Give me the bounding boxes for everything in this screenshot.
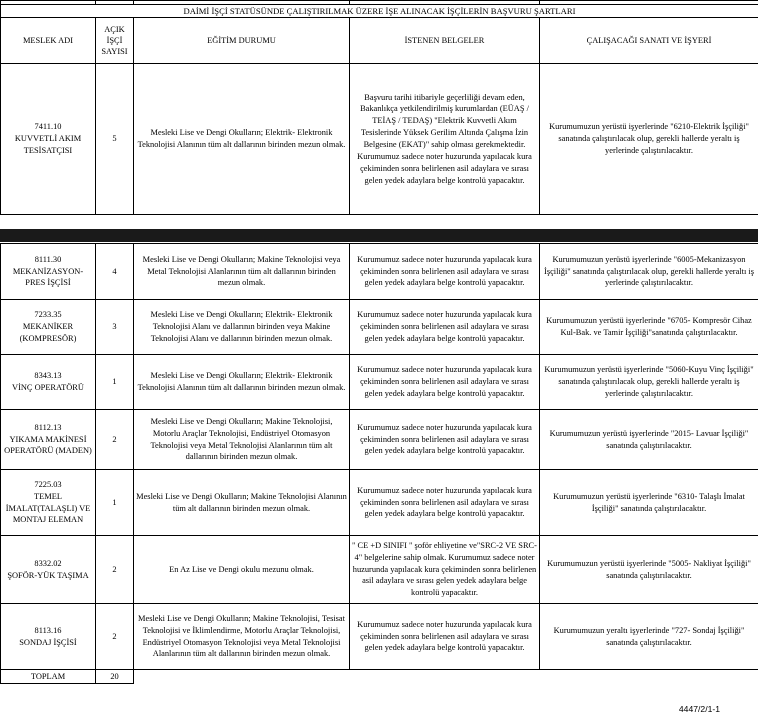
page-reference: 4447/2/1-1	[678, 704, 720, 714]
meslek-code: 8112.13	[34, 422, 62, 432]
egitim-cell: Mesleki Lise ve Dengi Okulların; Makine Teknolojisi Alanının tüm alt dallarının birinden mezun olmak.	[134, 470, 350, 536]
meslek-cell	[1, 64, 96, 215]
egitim-cell: Mesleki Lise ve Dengi Okulların; Elektrik- Elektronik Teknolojisi Alanının tüm alt dallarının birinden mezun olmak.	[134, 64, 350, 215]
sanat-cell: Kurumumuzun yerüstü işyerlerinde "6705- Kompresör Cihaz Kul-Bak. ve Tamir İşçiliği"sanatında çalıştırılacaktır.	[540, 300, 758, 355]
table-title: DAİMİ İŞÇİ STATÜSÜNDE ÇALIŞTIRILMAK ÜZERE İŞE ALINACAK İŞÇİLERİN BAŞVURU ŞARTLARI	[1, 5, 758, 18]
egitim-cell: Mesleki Lise ve Dengi Okulların; Elektrik- Elektronik Teknolojisi Alanı ve dallarının birinden veya Makine Teknolojisi Alanı ve dallarının birinden mezun olmak.	[134, 300, 350, 355]
egitim-cell: Mesleki Lise ve Dengi Okulların; Makine Teknolojisi veya Metal Teknolojisi Alanlarının tüm alt dallarının birinden mezun olmak.	[134, 244, 350, 300]
sanat-cell: Kurumumuzun yerüstü işyerlerinde "6210-Elektrik İşçiliği" sanatında çalıştırılacak olup, gerekli hallerde yeraltı iş yerlerinde çalıştırılacaktır.	[540, 64, 758, 215]
table-row	[1, 604, 758, 670]
table-row	[1, 410, 758, 470]
application-terms-table-upper	[0, 4, 758, 215]
belgeler-cell: Kurumumuz sadece noter huzurunda yapılacak kura çekiminden sonra belirlenen asil adaylara ve sırası gelen yedek adaylara belge kontrolü yapacaktır.	[350, 470, 540, 536]
meslek-cell	[1, 604, 96, 670]
sanat-cell: Kurumumuzun yeraltı işyerlerinde "727- Sondaj İşçiliği" sanatında çalıştırılacaktır.	[540, 604, 758, 670]
belgeler-cell: " CE +D SINIFI " şoför ehliyetine ve"SRC-2 VE SRC-4" belgelerine sahip olmak. Kurumumuz sadece noter huzurunda yapılacak kura çekiminden sonra belirlenen asil adaylara ve sırası gelen yedek adaylara belge kontrolü yapacaktır.	[350, 536, 540, 604]
table-row	[1, 470, 758, 536]
meslek-name: MEKANİKER (KOMPRESÖR)	[19, 322, 77, 343]
meslek-code: 7411.10	[34, 122, 62, 132]
sayi-cell: 2	[96, 604, 134, 670]
header-sanat: ÇALIŞACAĞI SANATI VE İŞYERİ	[540, 18, 758, 64]
meslek-cell	[1, 300, 96, 355]
table-row	[1, 244, 758, 300]
meslek-name: YIKAMA MAKİNESİ OPERATÖRÜ (MADEN)	[4, 434, 92, 456]
egitim-cell: En Az Lise ve Dengi okulu mezunu olmak.	[134, 536, 350, 604]
sayi-cell: 3	[96, 300, 134, 355]
meslek-cell	[1, 410, 96, 470]
meslek-code: 8111.30	[34, 254, 62, 264]
belgeler-cell: Kurumumuz sadece noter huzurunda yapılacak kura çekiminden sonra belirlenen asil adaylara ve sırası gelen yedek adaylara belge kontrolü yapacaktır.	[350, 410, 540, 470]
belgeler-cell: Kurumumuz sadece noter huzurunda yapılacak kura çekiminden sonra belirlenen asil adaylara ve sırası gelen yedek adaylara belge kontrolü yapacaktır.	[350, 300, 540, 355]
application-terms-table-lower	[0, 243, 758, 684]
meslek-code: 8332.02	[34, 558, 62, 568]
meslek-name: MEKANİZASYON-PRES İŞÇİSİ	[12, 266, 84, 288]
meslek-cell	[1, 244, 96, 300]
meslek-cell	[1, 470, 96, 536]
table-row	[1, 536, 758, 604]
header-row	[1, 18, 758, 64]
header-meslek: MESLEK ADI	[1, 18, 96, 64]
sanat-cell: Kurumumuzun yerüstü işyerlerinde "5060-Kuyu Vinç İşçiliği" sanatında çalıştırılacak olup, gerekli hallerde yeraltı iş yerlerinde çalıştırılacaktır.	[540, 355, 758, 410]
belgeler-cell: Başvuru tarihi itibariyle geçerliliği devam eden, Bakanlıkça yetkilendirilmiş kurumlardan (EÜAŞ / TEİAŞ / TEDAŞ) "Elektrik Kuvvetli Akım Tesislerinde Yüksek Gerilim Altında Çalışma İzin Belgesine (EKAT)" sahip olması gerekmektedir. Kurumumuz sadece noter huzurunda yapılacak kura çekiminden sonra belirlenen asil adaylara ve sırası gelen yedek adaylara belge kontrolü yapacaktır.	[350, 64, 540, 215]
table-row	[1, 300, 758, 355]
sayi-cell: 1	[96, 470, 134, 536]
meslek-code: 7233.35	[34, 310, 62, 320]
header-egitim: EĞİTİM DURUMU	[134, 18, 350, 64]
sayi-cell: 4	[96, 244, 134, 300]
table-row	[1, 64, 758, 215]
header-sayi: AÇIK İŞÇİ SAYISI	[96, 18, 134, 64]
meslek-cell	[1, 536, 96, 604]
meslek-code: 8343.13	[34, 371, 62, 381]
meslek-name: KUVVETLİ AKIM TESİSATÇISI	[14, 134, 82, 156]
total-label: TOPLAM	[1, 670, 96, 684]
egitim-cell: Mesleki Lise ve Dengi Okulların; Makine Teknolojisi, Motorlu Araçlar Teknolojisi, Endüstriyel Otomasyon Teknolojisi veya Metal Teknolojisi Alanlarının tüm alt dallarının birinden mezun olmak.	[134, 410, 350, 470]
egitim-cell: Mesleki Lise ve Dengi Okulların; Makine Teknolojisi, Tesisat Teknolojisi ve İklimlendirme, Motorlu Araçlar Teknolojisi, Endüstriyel Otomasyon Teknolojisi veya Metal Teknolojisi Alanlarının tüm alt dallarının birinden mezun olmak.	[134, 604, 350, 670]
sanat-cell: Kurumumuzun yerüstü işyerlerinde "6310- Talaşlı İmalat İşçiliği" sanatında çalıştırılacaktır.	[540, 470, 758, 536]
meslek-name: VİNÇ OPERATÖRÜ	[12, 383, 84, 392]
sayi-cell: 1	[96, 355, 134, 410]
sanat-cell: Kurumumuzun yerüstü işyerlerinde "2015- Lavuar İşçiliği" sanatında çalıştırılacaktır.	[540, 410, 758, 470]
meslek-code: 7225.03	[34, 479, 62, 489]
belgeler-cell: Kurumumuz sadece noter huzurunda yapılacak kura çekiminden sonra belirlenen asil adaylara ve sırası gelen yedek adaylara belge kontrolü yapacaktır.	[350, 604, 540, 670]
total-value: 20	[96, 670, 134, 684]
meslek-code: 8113.16	[34, 625, 62, 635]
meslek-name: TEMEL İMALAT(TALAŞLI) VE MONTAJ ELEMAN	[5, 491, 91, 525]
total-row	[1, 670, 758, 684]
table-row	[1, 355, 758, 410]
page-break-band	[0, 229, 758, 242]
sayi-cell: 5	[96, 64, 134, 215]
sanat-cell: Kurumumuzun yerüstü işyerlerinde "6005-Mekanizasyon İşçiliği" sanatında çalıştırılacak olup, gerekli hallerde yeraltı iş yerlerinde çalıştırılacaktır.	[540, 244, 758, 300]
sayi-cell: 2	[96, 536, 134, 604]
belgeler-cell: Kurumumuz sadece noter huzurunda yapılacak kura çekiminden sonra belirlenen asil adaylara ve sırası gelen yedek adaylara belge kontrolü yapacaktır.	[350, 244, 540, 300]
belgeler-cell: Kurumumuz sadece noter huzurunda yapılacak kura çekiminden sonra belirlenen asil adaylara ve sırası gelen yedek adaylara belge kontrolü yapacaktır.	[350, 355, 540, 410]
meslek-name: ŞOFÖR-YÜK TAŞIMA	[7, 570, 89, 580]
egitim-cell: Mesleki Lise ve Dengi Okulların; Elektrik- Elektronik Teknolojisi Alanının tüm alt dallarının birinden mezun olmak.	[134, 355, 350, 410]
meslek-name: SONDAJ İŞÇİSİ	[19, 637, 77, 647]
header-belgeler: İSTENEN BELGELER	[350, 18, 540, 64]
sanat-cell: Kurumumuzun yerüstü işyerlerinde "5005- Nakliyat İşçiliği" sanatında çalıştırılacaktır.	[540, 536, 758, 604]
sayi-cell: 2	[96, 410, 134, 470]
meslek-cell	[1, 355, 96, 410]
